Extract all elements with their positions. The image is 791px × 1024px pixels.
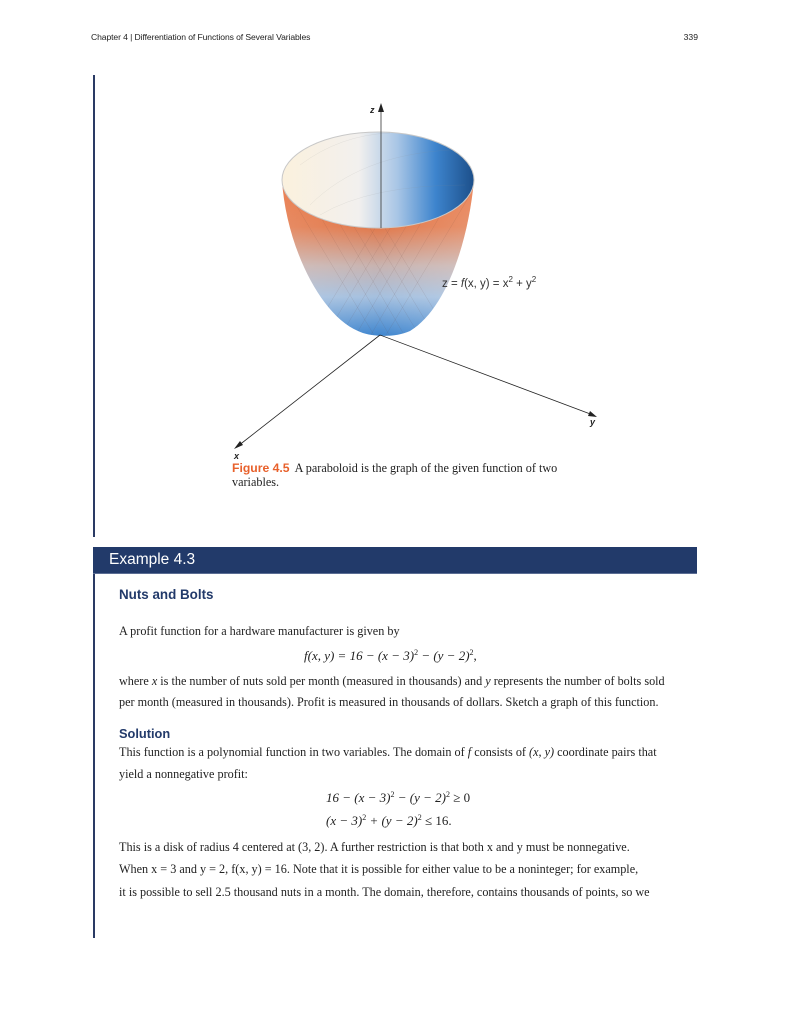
- ineq2-c: ≤ 16.: [421, 813, 452, 828]
- ineq2-s1: 2: [362, 813, 367, 822]
- solution-heading: Solution: [119, 726, 171, 741]
- ineq2-b: + (y − 2): [366, 813, 418, 828]
- eq-lhs: f(x, y) = 16 − (x − 3): [304, 648, 415, 663]
- eq-end: ,: [473, 648, 477, 663]
- example-title: Example 4.3: [109, 551, 196, 568]
- label-args: (x, y) = x: [464, 278, 509, 290]
- disk-line-2: When x = 3 and y = 2, f(x, y) = 16. Note that it is possible for either value to be a noninteger; for example,: [119, 862, 639, 876]
- margin-rule-top: [93, 75, 95, 537]
- page-number: 339: [683, 32, 698, 42]
- label-exp1: 2: [508, 275, 513, 284]
- y-axis-label: y: [590, 417, 596, 427]
- inequality-1: [326, 790, 470, 806]
- label-func: f: [460, 278, 465, 290]
- ineq1-a: 16 − (x − 3): [326, 790, 391, 805]
- where-b: is the number of nuts sold per month (measured in thousands) and: [157, 674, 486, 688]
- ineq1-c: ≥ 0: [449, 790, 471, 805]
- eq-mid: − (y − 2): [418, 648, 470, 663]
- eq-sq2: 2: [469, 648, 474, 657]
- example-subtitle: Nuts and Bolts: [119, 587, 214, 602]
- sol-b: consists of: [471, 745, 530, 759]
- chapter-title: Chapter 4 | Differentiation of Functions of Several Variables: [91, 32, 311, 42]
- solution-line-2: yield a nonnegative profit:: [119, 767, 248, 781]
- margin-rule-bottom: [93, 573, 95, 938]
- ineq1-s1: 2: [390, 790, 395, 799]
- figure-label: Figure 4.5: [232, 461, 290, 475]
- where-line-2: per month (measured in thousands). Profit is measured in thousands of dollars. Sketch a graph of this function.: [119, 695, 659, 709]
- where-c: represents the number of bolts sold: [490, 674, 665, 688]
- where-y: y: [485, 674, 491, 688]
- surface-equation-label: [442, 275, 537, 290]
- sol-xy: (x, y): [529, 745, 555, 759]
- sol-c: coordinate pairs that: [554, 745, 657, 759]
- ineq1-s2: 2: [445, 790, 450, 799]
- ineq2-a: (x − 3): [326, 813, 363, 828]
- x-axis-label: x: [234, 451, 240, 460]
- sol-f: f: [467, 745, 472, 759]
- profit-equation: [304, 648, 477, 664]
- figure-caption: [232, 461, 592, 489]
- intro-text: A profit function for a hardware manufacturer is given by: [119, 624, 400, 638]
- disk-line-3: it is possible to sell 2.5 thousand nuts in a month. The domain, therefore, contains thousands of points, so we: [119, 885, 650, 899]
- paraboloid-graphic: [220, 95, 620, 460]
- sol-a: This function is a polynomial function in two variables. The domain of: [119, 745, 468, 759]
- inequality-2: [326, 813, 452, 829]
- ineq2-s2: 2: [417, 813, 422, 822]
- ineq1-b: − (y − 2): [394, 790, 446, 805]
- eq-sq1: 2: [414, 648, 419, 657]
- caption-text: A paraboloid is the graph of the given function of two variables.: [232, 461, 558, 489]
- disk-line-1: This is a disk of radius 4 centered at (3, 2). A further restriction is that both x and y must be nonnegative.: [119, 840, 630, 854]
- label-prefix: z =: [442, 278, 461, 290]
- label-exp2: 2: [531, 275, 537, 284]
- where-x: x: [151, 674, 158, 688]
- where-a: where: [119, 674, 152, 688]
- paraboloid-figure: [220, 95, 620, 460]
- example-banner: [93, 547, 697, 574]
- label-mid: + y: [512, 278, 532, 290]
- z-axis-label: z: [370, 105, 375, 115]
